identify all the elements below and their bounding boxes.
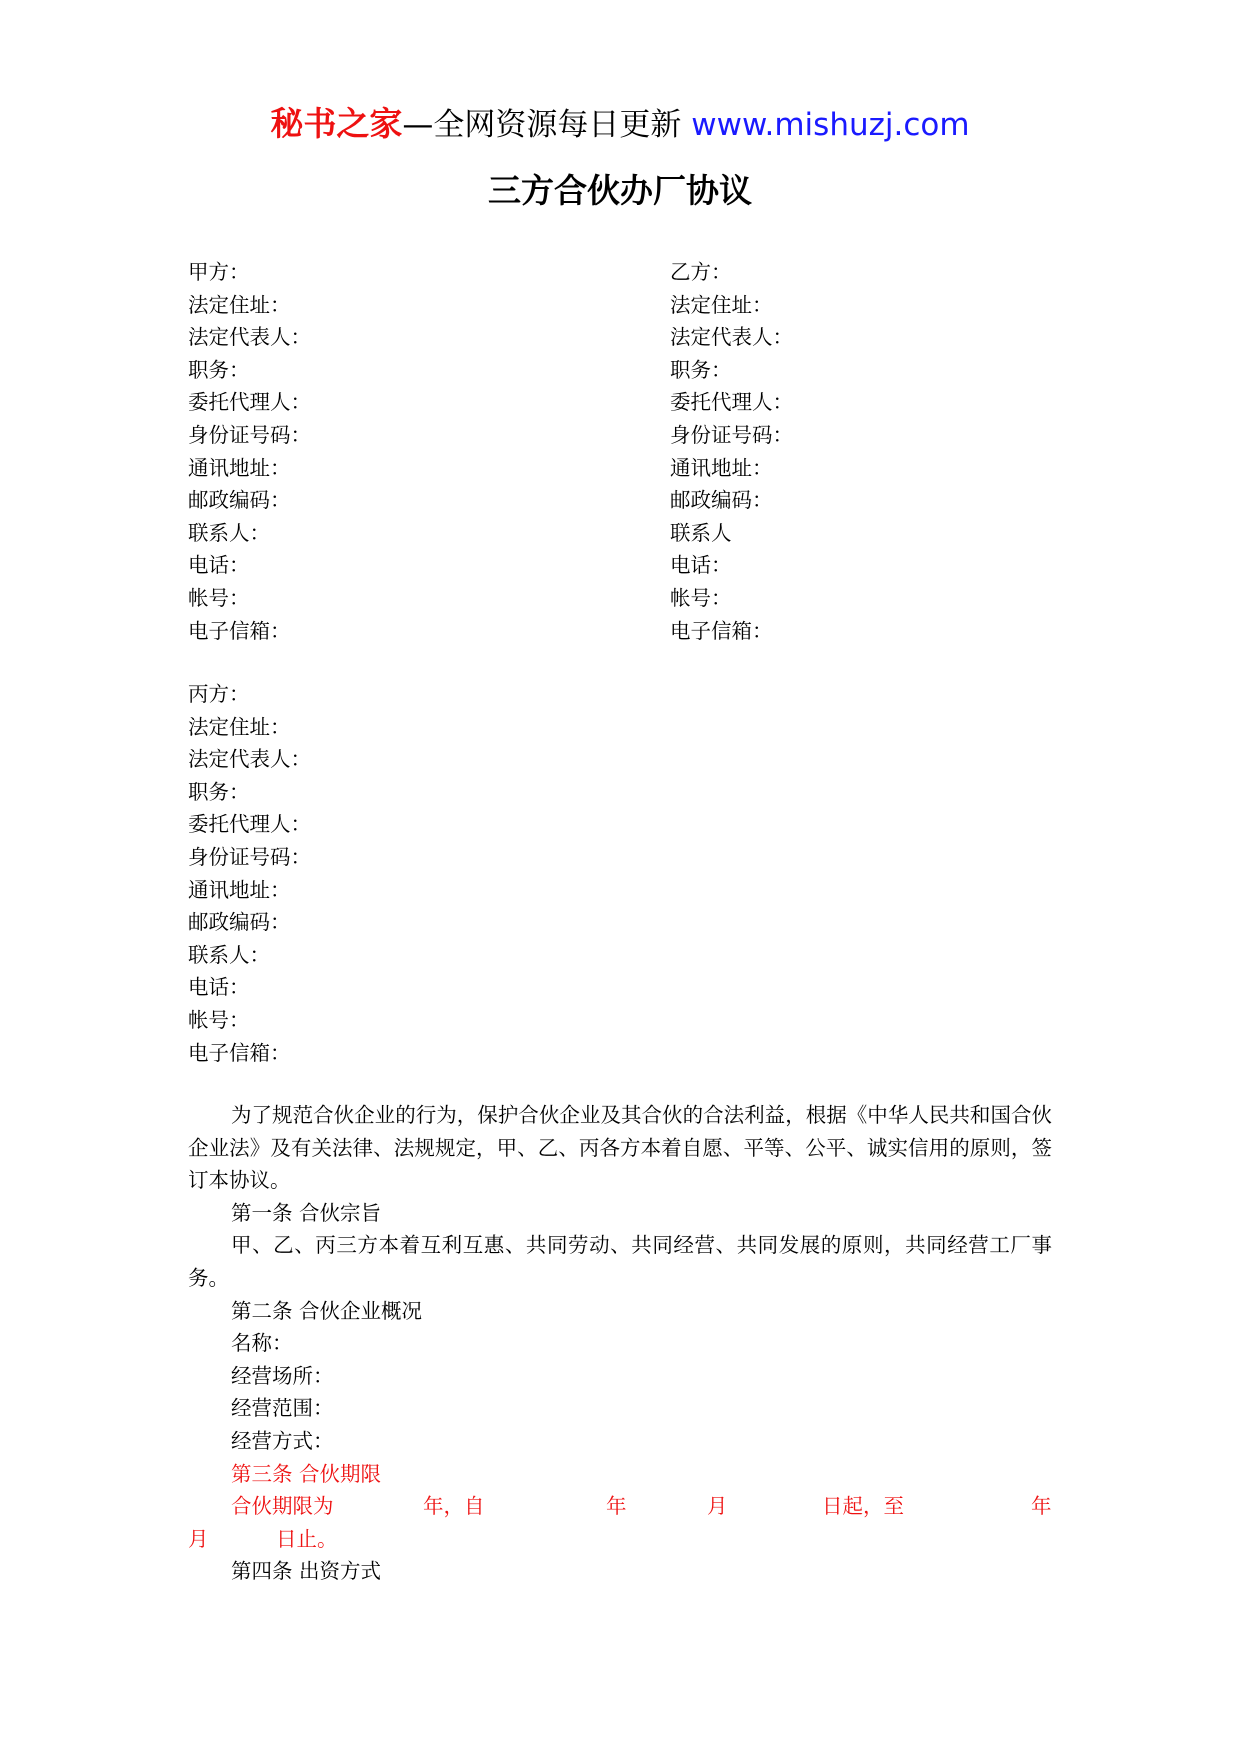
party-b-block <box>670 256 793 647</box>
party-a-field: 邮政编码： <box>188 488 291 513</box>
party-a-field: 电子信箱： <box>188 618 291 643</box>
article-3-term-line-2 <box>188 1523 1052 1556</box>
party-c-field: 丙方： <box>188 682 250 706</box>
article-2-item: 经营方式： <box>231 1428 334 1453</box>
term-years-from: 年，自 <box>423 1494 485 1519</box>
party-c-field: 联系人： <box>188 942 270 967</box>
party-c-field: 法定代表人： <box>188 747 311 772</box>
party-c-field: 职务： <box>188 779 250 804</box>
party-b-field: 电话： <box>670 553 732 578</box>
article-3-term-line-1 <box>188 1490 1052 1523</box>
party-a-field: 甲方： <box>188 260 250 284</box>
article-2-item: 名称： <box>231 1331 293 1356</box>
party-b-field: 联系人 <box>670 520 732 545</box>
banner-brand: 秘书之家 <box>270 104 403 143</box>
party-b-field: 通讯地址： <box>670 455 773 480</box>
document-title: 三方合伙办厂协议 <box>488 171 752 210</box>
term-start-day: 日起，至 <box>822 1494 904 1519</box>
party-a-field: 帐号： <box>188 585 250 610</box>
party-a-field: 通讯地址： <box>188 455 291 480</box>
party-a-block <box>188 256 311 647</box>
party-a-field: 身份证号码： <box>188 422 311 447</box>
party-c-field: 委托代理人： <box>188 812 311 837</box>
party-a-field: 法定代表人： <box>188 325 311 350</box>
party-a-field: 职务： <box>188 357 250 382</box>
banner-url-link[interactable]: www.mishuzj.com <box>691 107 970 143</box>
article-4-heading: 第四条 出资方式 <box>231 1559 382 1584</box>
article-2-heading: 第二条 合伙企业概况 <box>231 1298 423 1323</box>
agreement-body <box>188 1099 1052 1588</box>
party-c-field: 邮政编码： <box>188 910 291 935</box>
party-a-field: 联系人： <box>188 520 270 545</box>
term-end-month: 月 <box>188 1526 209 1551</box>
party-b-field: 委托代理人： <box>670 390 793 415</box>
article-2-item: 经营范围： <box>231 1396 334 1421</box>
party-c-field: 帐号： <box>188 1007 250 1032</box>
article-3-heading: 第三条 合伙期限 <box>231 1461 382 1486</box>
term-end-day: 日止。 <box>276 1526 338 1551</box>
party-c-field: 通讯地址： <box>188 877 291 902</box>
term-start-year: 年 <box>606 1494 627 1519</box>
term-prefix: 合伙期限为 <box>231 1494 334 1519</box>
banner-slogan: —全网资源每日更新 <box>402 107 682 143</box>
party-b-field: 职务： <box>670 357 732 382</box>
term-end-year: 年 <box>1031 1494 1052 1519</box>
party-b-field: 邮政编码： <box>670 488 773 513</box>
party-b-field: 帐号： <box>670 585 732 610</box>
party-a-field: 电话： <box>188 553 250 578</box>
preamble-paragraph: 为了规范合伙企业的行为，保护合伙企业及其合伙的合法利益，根据《中华人民共和国合伙企业法》及有关法律、法规规定，甲、乙、丙各方本着自愿、平等、公平、诚实信用的原则，签订本协议。 <box>188 1103 1052 1193</box>
party-b-field: 乙方： <box>670 260 732 284</box>
site-banner <box>0 100 1240 149</box>
article-1-text: 甲、乙、丙三方本着互利互惠、共同劳动、共同经营、共同发展的原则，共同经营工厂事务。 <box>188 1233 1052 1290</box>
party-a-field: 法定住址： <box>188 292 291 317</box>
party-b-field: 法定住址： <box>670 292 773 317</box>
article-2-item: 经营场所： <box>231 1363 334 1388</box>
party-c-field: 电话： <box>188 975 250 1000</box>
party-c-field: 电子信箱： <box>188 1040 291 1065</box>
party-c-field: 法定住址： <box>188 714 291 739</box>
party-a-field: 委托代理人： <box>188 390 311 415</box>
article-1-heading: 第一条 合伙宗旨 <box>231 1200 382 1225</box>
party-c-block <box>188 678 311 1069</box>
party-b-field: 身份证号码： <box>670 422 793 447</box>
party-b-field: 法定代表人： <box>670 325 793 350</box>
term-start-month: 月 <box>707 1494 728 1519</box>
party-b-field: 电子信箱： <box>670 618 773 643</box>
party-c-field: 身份证号码： <box>188 844 311 869</box>
